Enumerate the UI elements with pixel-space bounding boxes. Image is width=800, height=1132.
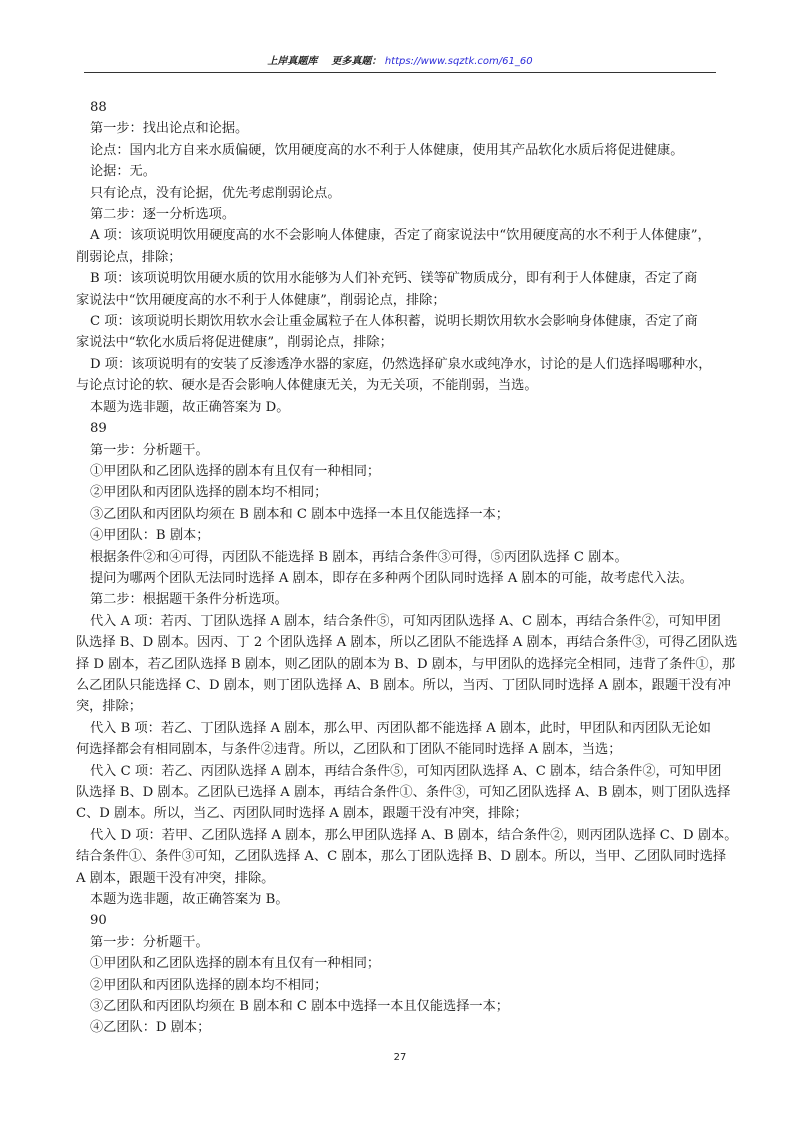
text-line: 家说法中“软化水质后将促进健康”，削弱论点，排除； [76,335,393,351]
text-line: 本题为选非题，故正确答案为 D。 [90,399,290,415]
text-line: 队选择 B、D 剧本。乙团队已选择 A 剧本，再结合条件①、条件③，可知乙团队选择 A、B 剧本，则丁团队选择 [76,785,731,800]
text-line: 代入 A 项：若丙、丁团队选择 A 剧本，结合条件⑤，可知丙团队选择 A、C 剧本，再结合条件②，可知甲团 [90,613,721,629]
text-line: ③乙团队和丙团队均须在 B 剧本和 C 剧本中选择一本且仅能选择一本； [90,506,509,522]
text-line: A 项：该项说明饮用硬度高的水不会影响人体健康，否定了商家说法中“饮用硬度高的水不利于人体健康”， [90,228,711,244]
text-line: 代入 C 项：若乙、丙团队选择 A 剧本，再结合条件⑤，可知丙团队选择 A、C 剧本，结合条件②，可知甲团 [90,763,722,779]
text-line: 本题为选非题，故正确答案为 B。 [90,892,289,908]
header-url-link[interactable]: https://www.sqztk.com/61_60 [384,56,533,67]
text-line: 择 D 剧本，若乙团队选择 B 剧本，则乙团队的剧本为 B、D 剧本，与甲团队的选择完全相同，违背了条件①，那 [76,656,736,672]
text-line: D 项：该项说明有的安装了反渗透净水器的家庭，仍然选择矿泉水或纯净水，讨论的是人们选择喝哪种水， [90,356,712,372]
text-line: ①甲团队和乙团队选择的剧本有且仅有一种相同； [90,463,381,479]
document-body [76,97,738,1039]
text-line: 何选择都会有相同剧本，与条件②违背。所以，乙团队和丁团队不能同时选择 A 剧本，当选； [76,742,622,758]
text-line: 第一步：找出论点和论据。 [90,121,249,137]
text-line: ④甲团队：B 剧本； [90,528,210,544]
text-line: 第一步：分析题干。 [90,442,209,458]
text-line: ①甲团队和乙团队选择的剧本有且仅有一种相同； [90,956,381,972]
page-number: 27 [393,1052,407,1063]
text-line: 论点：国内北方自来水质偏硬，饮用硬度高的水不利于人体健康，使用其产品软化水质后将促进健康。 [90,142,684,158]
text-line: C 项：该项说明长期饮用软水会让重金属粒子在人体积蓄，说明长期饮用软水会影响身体健康，否定了商 [90,314,698,330]
text-line: ④乙团队：D 剧本； [90,1020,211,1036]
text-line: 家说法中“饮用硬度高的水不利于人体健康”，削弱论点，排除； [76,292,446,308]
text-line: 代入 B 项：若乙、丁团队选择 A 剧本，那么甲、丙团队都不能选择 A 剧本，此时，甲团队和丙团队无论如 [90,720,711,736]
text-line: 结合条件①、条件③可知，乙团队选择 A、C 剧本，那么丁团队选择 B、D 剧本。所以，当甲、乙团队同时选择 [76,849,727,865]
question-number: 88 [90,100,107,115]
text-line: 只有论点，没有论据，优先考虑削弱论点。 [90,185,341,201]
text-line: 代入 D 项：若甲、乙团队选择 A 剧本，那么甲团队选择 A、B 剧本，结合条件②，则丙团队选择 C、D 剧本。 [90,827,738,843]
text-line: 突，排除； [76,699,142,715]
text-line: 第二步：根据题干条件分析选项。 [90,592,288,608]
text-line: ②甲团队和丙团队选择的剧本均不相同； [90,977,328,993]
text-line: 第二步：逐一分析选项。 [90,207,236,223]
text-line: 与论点讨论的软、硬水是否会影响人体健康无关，为无关项，不能削弱，当选。 [76,378,538,394]
text-line: 提问为哪两个团队无法同时选择 A 剧本，即存在多种两个团队同时选择 A 剧本的可能，故考虑代入法。 [90,570,693,586]
text-line: 论据：无。 [90,164,156,180]
text-line: 么乙团队只能选择 C、D 剧本，则丁团队选择 A、B 剧本。所以，当丙、丁团队同时选择 A 剧本，跟题干没有冲 [76,677,731,693]
text-line: 削弱论点，排除； [76,249,182,265]
text-line: C、D 剧本。所以，当乙、丙团队同时选择 A 剧本，跟题干没有冲突，排除； [76,806,528,822]
text-line: 根据条件②和④可得，丙团队不能选择 B 剧本，再结合条件③可得，⑤丙团队选择 C 剧本。 [90,549,628,565]
page-header [84,52,716,72]
question-number: 89 [90,421,107,437]
text-line: A 剧本，跟题干没有冲突，排除。 [76,870,275,886]
header-more-label: 更多真题： [331,56,382,67]
text-line: ③乙团队和丙团队均须在 B 剧本和 C 剧本中选择一本且仅能选择一本； [90,999,509,1015]
text-line: B 项：该项说明饮用硬水质的饮用水能够为人们补充钙、镁等矿物质成分，即有利于人体健康，否定了商 [90,271,698,287]
header-divider [84,72,716,73]
text-line: 队选择 B、D 剧本。因丙、丁 2 个团队选择 A 剧本，所以乙团队不能选择 A 剧本，再结合条件③，可得乙团队选 [76,635,738,651]
text-line: ②甲团队和丙团队选择的剧本均不相同； [90,485,328,501]
text-line: 第一步：分析题干。 [90,934,209,950]
header-site-name: 上岸真题库 [267,56,318,67]
question-number: 90 [90,913,107,929]
